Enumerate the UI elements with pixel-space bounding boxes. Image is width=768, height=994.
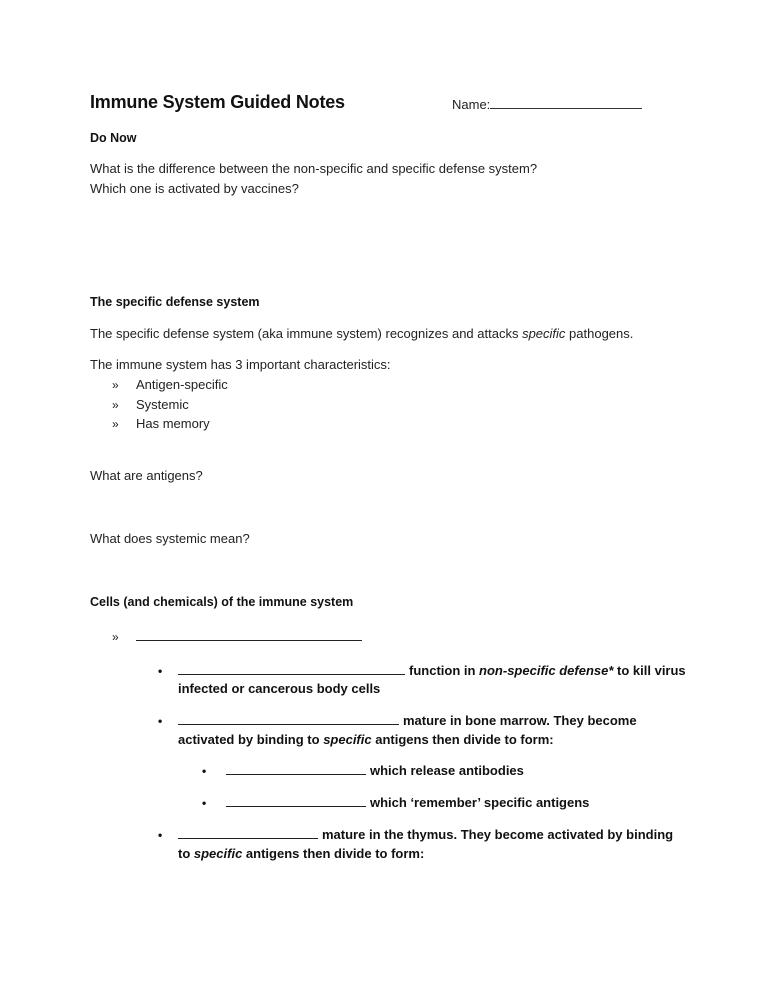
fill-in-blank[interactable] [178,712,399,725]
fill-in-blank[interactable] [178,662,405,675]
do-now-heading: Do Now [90,131,137,145]
cells-item-3 [178,826,673,842]
fill-in-blank[interactable] [178,826,318,839]
cells-item-1-line-2: infected or cancerous body cells [178,681,381,696]
item-text: mature in the thymus. They become activated by binding [322,827,674,842]
characteristic-item: Has memory [136,416,210,431]
fill-in-blank[interactable] [136,628,362,641]
cells-sub-item [226,794,589,810]
cells-item-2 [178,712,637,728]
question-systemic: What does systemic mean? [90,531,250,546]
raquo-bullet-icon: » [112,398,119,412]
item-italic-text: specific [193,846,243,861]
question-antigens: What are antigens? [90,468,203,483]
raquo-bullet-icon: » [112,630,119,644]
cell-category-blank[interactable] [136,628,366,646]
bullet-icon: • [158,714,163,728]
name-label: Name: [452,97,491,112]
cells-item-2-line-2 [178,732,554,747]
name-field [452,96,642,112]
sub-item-text: which release antibodies [370,763,524,778]
sub-item-text: which ‘remember’ specific antigens [370,795,590,810]
item-text-end: to kill virus [613,663,686,678]
specific-defense-heading: The specific defense system [90,295,260,309]
intro-text-end: pathogens. [565,326,634,341]
page-title: Immune System Guided Notes [90,92,345,112]
characteristic-item: Antigen-specific [136,377,228,392]
raquo-bullet-icon: » [112,378,119,392]
specific-defense-intro [90,326,633,341]
cells-heading: Cells (and chemicals) of the immune system [90,595,354,609]
do-now-question-1: What is the difference between the non-specific and specific defense system? [90,161,538,176]
cells-item-3-line-2 [178,846,424,861]
bullet-icon: • [202,764,207,778]
item-italic-text: non-specific defense* [479,663,614,678]
bullet-icon: • [158,664,163,678]
item-text: activated by binding to [178,732,324,747]
name-blank-line[interactable] [490,96,642,109]
cells-sub-item [226,762,524,778]
cells-item-1 [178,662,686,678]
intro-text: The specific defense system (aka immune system) recognizes and attacks [90,326,523,341]
bullet-icon: • [202,796,207,810]
fill-in-blank[interactable] [226,762,366,775]
raquo-bullet-icon: » [112,417,119,431]
do-now-question-2: Which one is activated by vaccines? [90,181,299,196]
item-text-end: antigens then divide to form: [371,732,554,747]
item-text: to [178,846,194,861]
characteristics-intro: The immune system has 3 important characteristics: [90,357,391,372]
item-text: mature in bone marrow. They become [403,713,637,728]
bullet-icon: • [158,828,163,842]
item-text: function in [409,663,480,678]
fill-in-blank[interactable] [226,794,366,807]
intro-italic-text: specific [522,326,566,341]
item-text-end: antigens then divide to form: [242,846,425,861]
item-italic-text: specific [323,732,372,747]
characteristic-item: Systemic [136,397,189,412]
